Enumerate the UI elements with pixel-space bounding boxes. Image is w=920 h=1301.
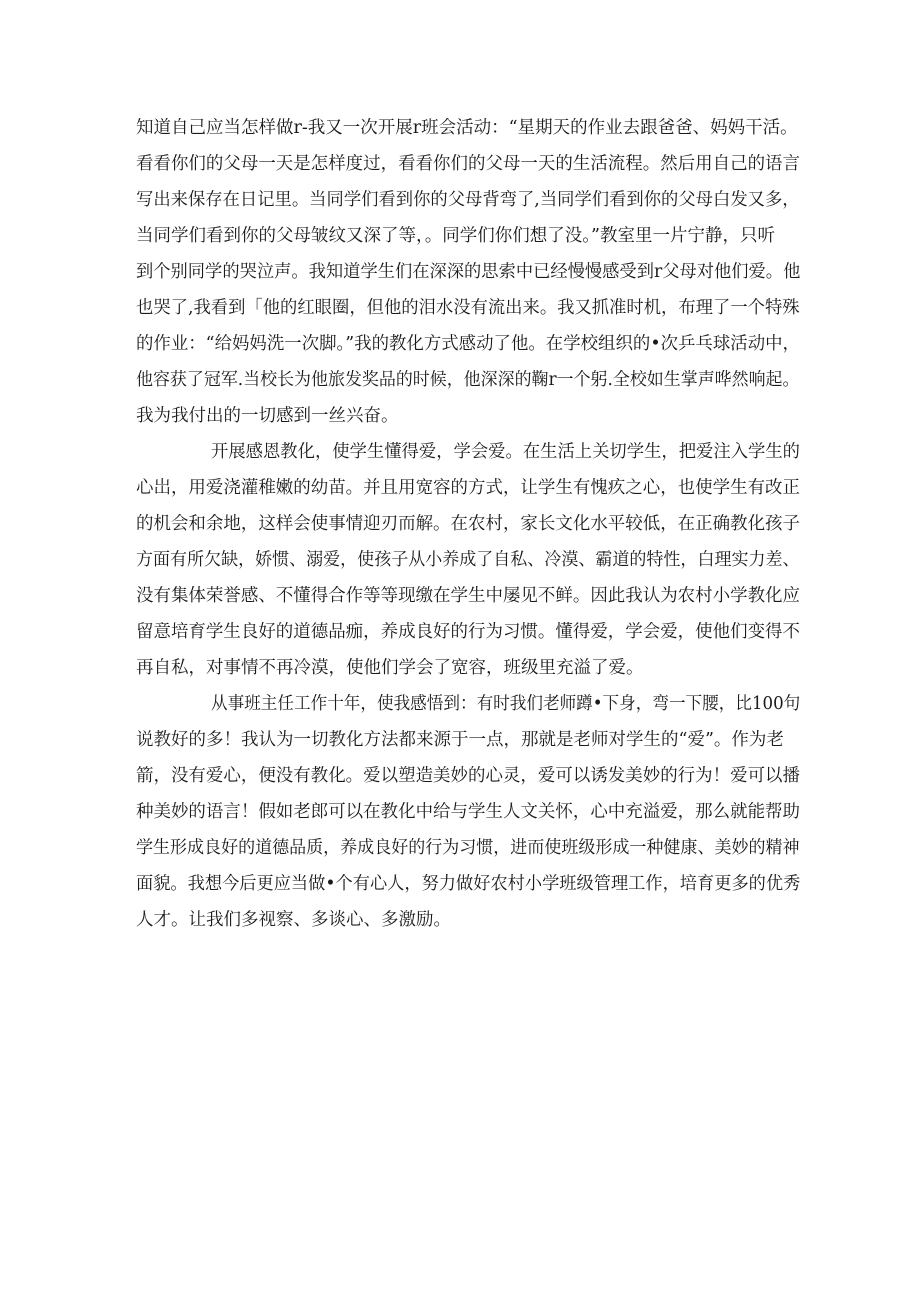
text-line: 的机会和余地，这样会使事情迎刃而解。在农村，家长文化水平较低，在正确教化孩子 (136, 514, 801, 534)
paragraph-first-line: 从事班主任工作十年，使我感悟到：有时我们老师蹲•下身，弯一下腰，比100句 (211, 694, 801, 714)
text-line: 留意培育学生良好的道德品痂，养成良好的行为习惯。懂得爱，学会爱，使他们变得不 (136, 622, 801, 642)
text-line: 人才。让我们多视察、多谈心、多激励。 (136, 910, 451, 930)
text-line: 再自私，对事情不再冷漠，使他们学会了宽容，班级里充溢了爱。 (136, 658, 644, 678)
text-line: 到个别同学的哭泣声。我知道学生们在深深的思索中已经慢慢感受到r父母对他们爱。他 (136, 262, 801, 282)
text-line: 写出来保存在日记里。当同学们看到你的父母背弯了,当同学们看到你的父母白发又多， (136, 190, 800, 210)
text-line: 种美妙的语言！假如老郎可以在教化中给与学生人文关怀，心中充溢爱，那么就能帮助 (136, 802, 801, 822)
text-line: 当同学们看到你的父母皱纹又深了等，。同学们你们想了没。”教室里一片宁静，只听 (136, 226, 775, 246)
text-line: 也哭了,我看到「他的红眼圈，但他的泪水没有流出来。我又抓准时机，布理了一个特殊 (136, 298, 800, 318)
text-line: 箭，没有爱心，便没有教化。爱以塑造美妙的心灵，爱可以诱发美妙的行为！爱可以播 (136, 766, 801, 786)
text-line: 的作业：“给妈妈洗一次脚。”我的教化方式感动了他。在学校组织的•次乒乓球活动中， (136, 334, 800, 354)
text-line: 面貌。我想今后更应当做•个有心人，努力做好农村小学班级管理工作，培育更多的优秀 (136, 874, 801, 894)
text-line: 没有集体荣誉感、不懂得合作等等现缴在学生中屡见不鲜。因此我认为农村小学教化应 (136, 586, 801, 606)
text-line: 我为我付出的一切感到一丝兴奋。 (136, 406, 399, 426)
text-line: 方面有所欠缺，娇惯、溺爱，使孩子从小养成了自私、冷漠、霸道的特性，白理实力差、 (136, 550, 800, 570)
text-line: 学生形成良好的道德品质，养成良好的行为习惯，进而使班级形成一种健康、美妙的精神 (136, 838, 800, 858)
paragraph-first-line: 开展感恩教化，使学生懂得爱，学会爱。在生活上关切学生，把爱注入学生的 (211, 442, 800, 462)
text-line: 他容获了冠军.当校长为他旅发奖品的时候，他深深的鞠r一个躬.全校如生掌声哗然响起。 (136, 370, 800, 390)
text-line: 说教好的多！我认为一切教化方法都来源于一点，那就是老师对学生的“爱”。作为老 (136, 730, 784, 750)
text-line: 看看你们的父母一天是怎样度过，看看你们的父母一天的生活流程。然后用自己的语言 (136, 154, 801, 174)
text-line: 心岀，用爱浇灌稚嫩的幼苗。并且用宽容的方式，让学生有愧疚之心，也使学生有改正 (136, 478, 801, 498)
text-line: 知道自己应当怎样做r-我又一次开展r班会活动：“星期天的作业去跟爸爸、妈妈干活。 (136, 118, 798, 138)
